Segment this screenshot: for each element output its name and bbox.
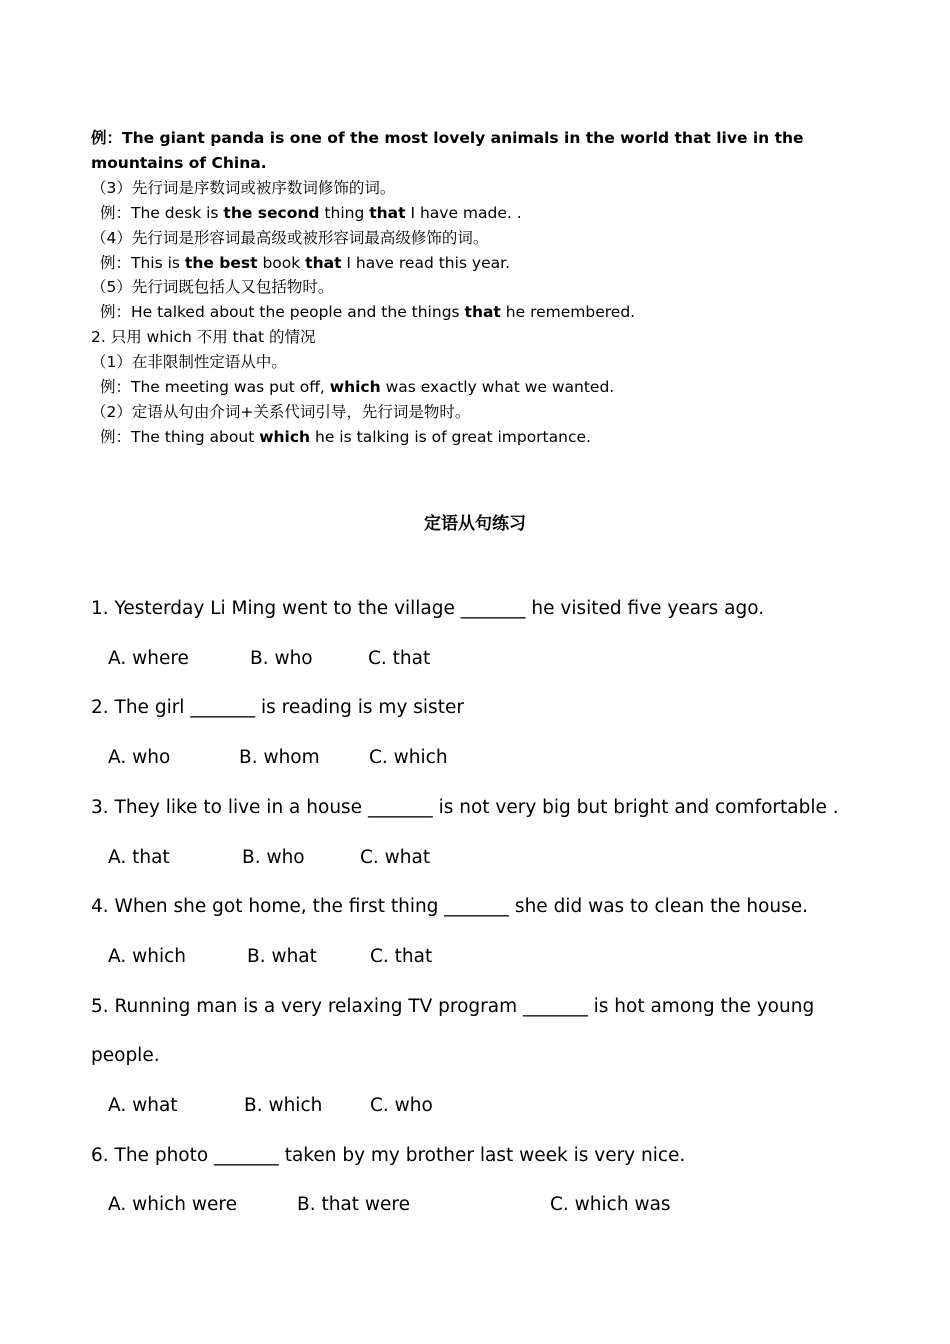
question-continuation: people. bbox=[91, 1045, 160, 1067]
option-b: B. who bbox=[250, 647, 313, 669]
example-2-2: 例：The thing about which he is talking is of great importance. bbox=[100, 427, 591, 446]
options-row bbox=[91, 634, 851, 684]
example-3: 例：The desk is the second thing that I have made. . bbox=[100, 203, 522, 222]
option-a: A. that bbox=[108, 846, 170, 868]
question: 1. Yesterday Li Ming went to the village _______ he visited five years ago. bbox=[91, 598, 765, 619]
rule-2-2: （2）定语从句由介词+关系代词引导，先行词是物时。 bbox=[91, 402, 471, 421]
quiz bbox=[91, 584, 851, 1230]
option-b: B. that were bbox=[297, 1194, 410, 1216]
option-c: C. which bbox=[369, 747, 448, 769]
option-c: C. that bbox=[368, 647, 431, 669]
grammar-notes bbox=[91, 126, 871, 450]
rule-3: （3）先行词是序数词或被序数词修饰的词。 bbox=[91, 178, 396, 197]
option-a: A. which bbox=[108, 945, 186, 967]
question: 4. When she got home, the first thing _______ she did was to clean the house. bbox=[91, 896, 809, 918]
option-b: B. what bbox=[247, 945, 317, 967]
option-c: C. who bbox=[370, 1095, 433, 1117]
option-b: B. who bbox=[242, 846, 305, 868]
rule-5: （5）先行词既包括人又包括物时。 bbox=[91, 278, 334, 297]
option-a: A. where bbox=[108, 647, 189, 669]
question: 5. Running man is a very relaxing TV program _______ is hot among the young bbox=[91, 995, 815, 1017]
option-c: C. what bbox=[360, 846, 431, 868]
example-sentence-bold: 例：The giant panda is one of the most lovely animals in the world that live in the mountains of China. bbox=[91, 129, 804, 172]
option-a: A. what bbox=[108, 1095, 178, 1117]
option-c: C. that bbox=[370, 945, 433, 967]
section-title: 定语从句练习 bbox=[424, 514, 526, 534]
options-row bbox=[91, 833, 851, 883]
rule-2-1: （1）在非限制性定语从中。 bbox=[91, 353, 287, 372]
option-c: C. which was bbox=[550, 1194, 671, 1216]
option-b: B. which bbox=[244, 1095, 323, 1117]
example-2-1: 例：The meeting was put off, which was exactly what we wanted. bbox=[100, 378, 615, 397]
option-a: A. who bbox=[108, 747, 171, 769]
option-a: A. which were bbox=[108, 1194, 237, 1216]
question: 3. They like to live in a house _______ is not very big but bright and comfortable . bbox=[91, 796, 839, 818]
options-row bbox=[91, 1081, 851, 1131]
options-row bbox=[91, 932, 851, 982]
options-row bbox=[91, 733, 851, 783]
question: 6. The photo _______ taken by my brother last week is very nice. bbox=[91, 1144, 686, 1166]
option-b: B. whom bbox=[239, 747, 320, 769]
options-row bbox=[91, 1180, 851, 1230]
heading-which-only: 2. 只用 which 不用 that 的情况 bbox=[91, 328, 316, 347]
example-5: 例：He talked about the people and the things that he remembered. bbox=[100, 303, 636, 322]
example-4: 例：This is the best book that I have read this year. bbox=[100, 253, 511, 272]
question: 2. The girl _______ is reading is my sister bbox=[91, 697, 464, 719]
rule-4: （4）先行词是形容词最高级或被形容词最高级修饰的词。 bbox=[91, 228, 489, 247]
